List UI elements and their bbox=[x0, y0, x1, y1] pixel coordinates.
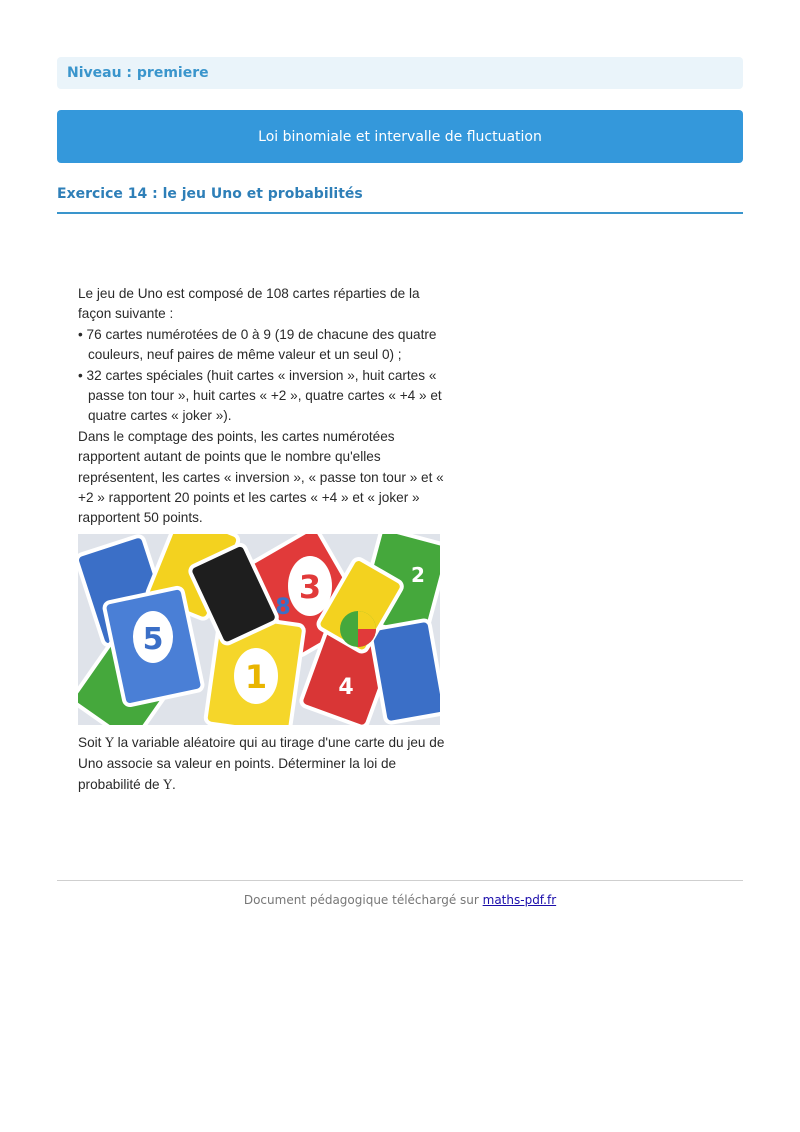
footer-link[interactable]: maths-pdf.fr bbox=[482, 893, 557, 907]
card-number: 1 bbox=[244, 657, 268, 696]
card-number: 2 bbox=[411, 562, 425, 587]
card-number: 8 bbox=[275, 594, 291, 620]
card-number: 3 bbox=[298, 567, 322, 606]
level-badge bbox=[57, 57, 743, 89]
exercise-body bbox=[78, 284, 448, 796]
exercise-intro: Le jeu de Uno est composé de 108 cartes réparties de la façon suivante : bbox=[78, 286, 420, 322]
exercise-question: Soit Y la variable aléatoire qui au tirage d'une carte du jeu de Uno associe sa valeur en points. Déterminer la loi de probabilité de Y. bbox=[78, 734, 445, 793]
uno-cards-photo-icon bbox=[78, 534, 440, 725]
variable-y: Y bbox=[105, 735, 114, 751]
title-divider bbox=[57, 212, 743, 214]
level-text: Niveau : premiere bbox=[67, 65, 209, 81]
card-number: 4 bbox=[338, 674, 354, 700]
card-number: 5 bbox=[142, 621, 164, 657]
exercise-title: Exercice 14 : le jeu Uno et probabilités bbox=[57, 186, 363, 202]
points-rules: Dans le comptage des points, les cartes numérotées rapportent autant de points que le nombre qu'elles représentent, les cartes « inversion », « passe ton tour » et « +2 » rapportent 20 points et les cartes « +4 » et « joker » rapportent 50 points. bbox=[78, 428, 444, 526]
chapter-banner bbox=[57, 110, 743, 163]
variable-y: Y bbox=[163, 777, 172, 793]
footer-divider bbox=[57, 880, 743, 881]
list-item: • 76 cartes numérotées de 0 à 9 (19 de chacune des quatre couleurs, neuf paires de même valeur et un seul 0) ; bbox=[78, 325, 448, 366]
footer bbox=[57, 893, 743, 907]
chapter-title: Loi binomiale et intervalle de fluctuation bbox=[258, 128, 542, 145]
list-item: • 32 cartes spéciales (huit cartes « inversion », huit cartes « passe ton tour », huit cartes « +2 », quatre cartes « +4 » et quatre cartes « joker »). bbox=[78, 366, 448, 427]
footer-text: Document pédagogique téléchargé sur bbox=[243, 893, 483, 907]
